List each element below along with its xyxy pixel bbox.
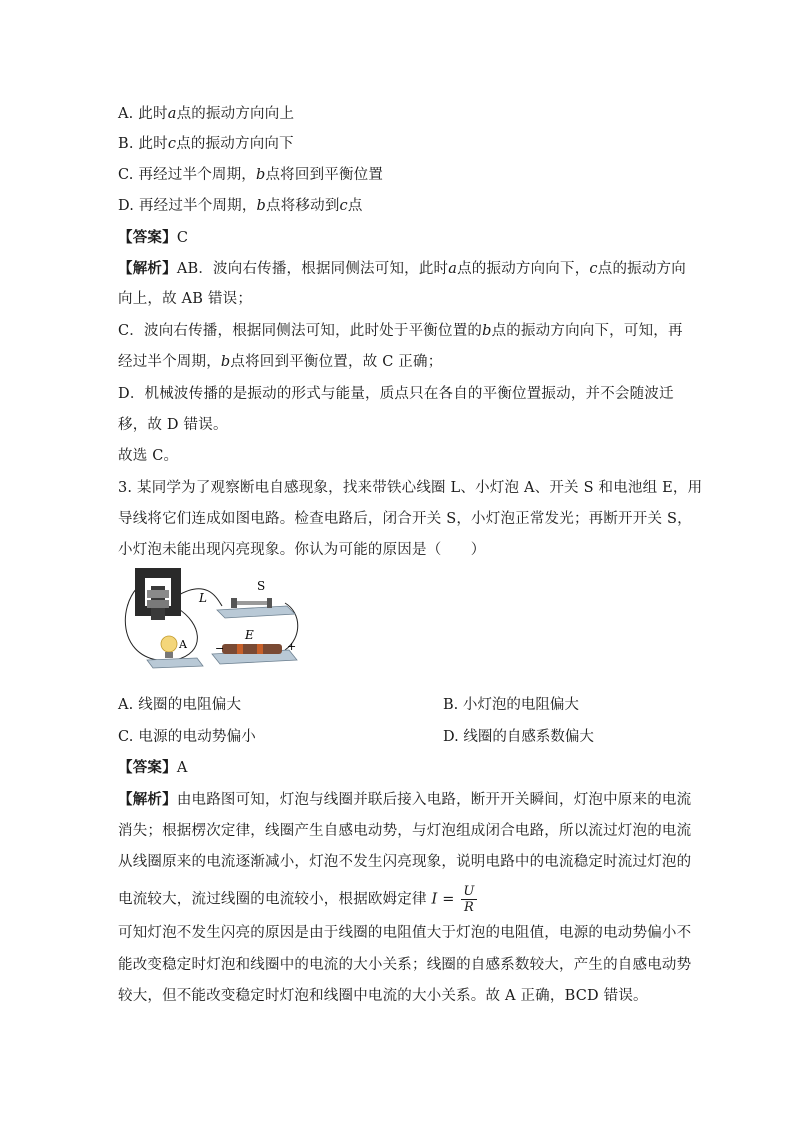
- q2-option-b: B. 此时c点的振动方向向下: [118, 136, 294, 152]
- iron-core-coil: [135, 568, 181, 620]
- q3-option-d: D. 线圈的自感系数偏大: [443, 729, 594, 745]
- label-E: E: [245, 628, 254, 642]
- q3-analysis-line-5: 可知灯泡不发生闪亮的原因是由于线圈的电阻值大于灯泡的电阻值，电源的电动势偏小不: [118, 925, 692, 941]
- bulb-board: [147, 636, 203, 668]
- q3-stem-line-3: 小灯泡未能出现闪亮现象。你认为可能的原因是（ ）: [118, 542, 486, 558]
- q3-analysis-line-4: 电流较大，流过线圈的电流较小，根据欧姆定律 I = $\frac{U}{R}$: [118, 884, 475, 915]
- q2-analysis-line-3: C．波向右传播，根据同侧法可知，此时处于平衡位置的b点的振动方向向下，可知，再: [118, 323, 683, 339]
- q3-stem-line-2: 导线将它们连成如图电路。检查电路后，闭合开关 S，小灯泡正常发光；再断开开关 S，: [118, 511, 692, 527]
- q2-option-d: D. 再经过半个周期，b点将移动到c点: [118, 198, 363, 214]
- label-S: S: [257, 579, 266, 593]
- formula-lhs: I: [431, 891, 438, 908]
- q2-option-c: C. 再经过半个周期，b点将回到平衡位置: [118, 167, 384, 183]
- label-plus: +: [287, 640, 297, 653]
- q3-analysis-line-1: 【解析】由电路图可知，灯泡与线圈并联后接入电路，断开开关瞬间，灯泡中原来的电流: [118, 791, 692, 808]
- q3-analysis-line-7: 较大，但不能改变稳定时灯泡和线圈中电流的大小关系。故 A 正确，BCD 错误。: [118, 988, 648, 1004]
- q2-option-a: A. 此时a点的振动方向向上: [118, 106, 295, 122]
- q3-option-a: A. 线圈的电阻偏大: [118, 697, 242, 713]
- formula-fraction: [461, 884, 476, 915]
- formula-eq: =: [437, 891, 460, 908]
- q2-analysis-line-4: 经过半个周期，b点将回到平衡位置，故 C 正确；: [118, 354, 443, 370]
- q2-analysis-line-5: D．机械波传播的是振动的形式与能量，质点只在各自的平衡位置振动，并不会随波迁: [118, 386, 674, 402]
- q3-option-c: C. 电源的电动势偏小: [118, 729, 256, 745]
- q3-analysis-line-3: 从线圈原来的电流逐渐减小，灯泡不发生闪亮现象，说明电路中的电流稳定时流过灯泡的: [118, 854, 692, 870]
- battery-board: [212, 644, 297, 664]
- switch-board: [217, 598, 295, 618]
- lightbulb-icon: [161, 636, 177, 652]
- label-L: L: [199, 591, 207, 605]
- q3-option-b: B. 小灯泡的电阻偏大: [443, 697, 579, 713]
- q2-analysis-line-2: 向上，故 AB 错误；: [118, 291, 253, 307]
- label-A: A: [179, 638, 187, 651]
- q2-analysis-line-1: 【解析】AB．波向右传播，根据同侧法可知，此时a点的振动方向向下，c点的振动方向: [118, 260, 686, 277]
- q3-answer: 【答案】A: [118, 759, 188, 776]
- formula-numerator: U: [463, 884, 475, 899]
- formula-denominator: R: [464, 900, 474, 915]
- q3-stem-line-1: 3. 某同学为了观察断电自感现象，找来带铁心线圈 L、小灯泡 A、开关 S 和电池组 E，用: [118, 480, 703, 496]
- q2-answer: 【答案】C: [118, 229, 189, 246]
- q2-analysis-line-6: 移，故 D 错误。: [118, 417, 228, 433]
- label-minus: −: [215, 642, 225, 655]
- q2-conclusion: 故选 C。: [118, 448, 179, 464]
- circuit-figure: [117, 568, 307, 676]
- q3-analysis-line-2: 消失；根据楞次定律，线圈产生自感电动势，与灯泡组成闭合电路，所以流过灯泡的电流: [118, 823, 692, 839]
- q3-analysis-line-6: 能改变稳定时灯泡和线圈中的电流的大小关系；线圈的自感系数较大，产生的自感电动势: [118, 957, 692, 973]
